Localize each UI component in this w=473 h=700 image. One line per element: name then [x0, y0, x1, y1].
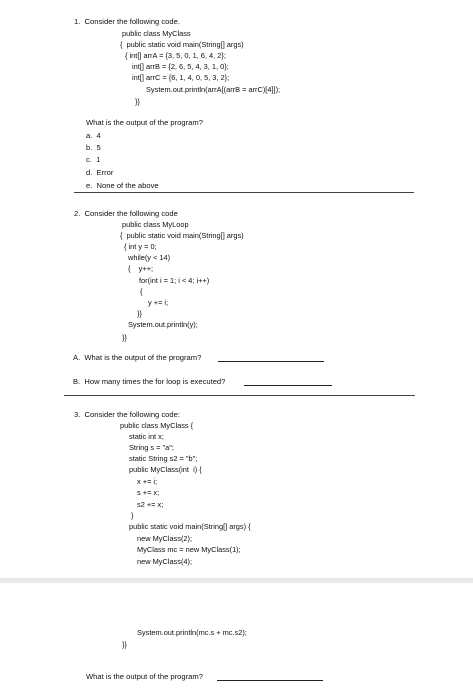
q2-code-line: { y++; — [128, 264, 154, 273]
q1-option: a. 4 — [86, 131, 101, 140]
q1-option: c. 1 — [86, 155, 101, 164]
q3-code-line: String s = "a"; — [129, 443, 174, 452]
q2-code-line: for(int i = 1; i < 4; i++) — [139, 276, 210, 285]
q2-code-line: { int y = 0; — [124, 242, 157, 251]
q1-code-line: { public static void main(String[] args) — [120, 40, 244, 49]
q1-option: b. 5 — [86, 143, 101, 152]
q1-code-line: public class MyClass — [122, 29, 191, 38]
answer-blank — [217, 680, 323, 681]
q2-code-line: public class MyLoop — [122, 220, 189, 229]
answer-blank — [218, 361, 324, 362]
section-divider — [64, 395, 415, 396]
q3-code-line: s2 += x; — [137, 500, 164, 509]
q2-header: 2. Consider the following code — [74, 209, 178, 218]
q3-code-line: }} — [122, 640, 127, 649]
q2-part-b: B. How many times the for loop is executed? — [73, 377, 226, 386]
q1-code-line: int[] arrB = {2, 6, 5, 4, 3, 1, 0}; — [132, 62, 229, 71]
section-divider — [74, 192, 414, 193]
q3-code-line: new MyClass(2); — [137, 534, 193, 543]
q2-part-a: A. What is the output of the program? — [73, 353, 202, 362]
q1-option: d. Error — [86, 168, 114, 177]
q1-code-line: }} — [135, 97, 140, 106]
q3-code-line: new MyClass(4); — [137, 557, 193, 566]
q1-question: What is the output of the program? — [86, 118, 203, 127]
q1-option: e. None of the above — [86, 181, 159, 190]
q2-code-line: { — [140, 287, 143, 296]
q3-code-line: static int x; — [129, 432, 164, 441]
q3-code-line: s += x; — [137, 488, 160, 497]
q3-code-line: public MyClass(int i) { — [129, 465, 202, 474]
answer-blank — [244, 385, 332, 386]
q1-code-line: System.out.println(arrA[(arrB = arrC)[4]]); — [146, 85, 281, 94]
q1-header: 1. Consider the following code. — [74, 17, 180, 26]
q3-code-line: public class MyClass { — [120, 421, 194, 430]
q3-code-line: static String s2 = "b"; — [129, 454, 198, 463]
q1-code-line: int[] arrC = {6, 1, 4, 0, 5, 3, 2}; — [132, 73, 230, 82]
q3-question: What is the output of the program? — [86, 672, 203, 681]
q2-code-line: y += i; — [148, 298, 169, 307]
q2-code-line: while(y < 14) — [128, 253, 171, 262]
q2-code-line: }} — [137, 309, 142, 318]
q3-code-line: System.out.println(mc.s + mc.s2); — [137, 628, 247, 637]
q2-code-line: System.out.println(y); — [128, 320, 198, 329]
q3-code-line: } — [131, 511, 134, 520]
q3-code-line: public static void main(String[] args) { — [129, 522, 251, 531]
q3-code-line: MyClass mc = new MyClass(1); — [137, 545, 241, 554]
document-page-2 — [0, 583, 473, 700]
q2-code-line: }} — [122, 333, 127, 342]
q2-code-line: { public static void main(String[] args) — [120, 231, 244, 240]
q1-code-line: { int[] arrA = {3, 5, 0, 1, 6, 4, 2}; — [125, 51, 226, 60]
q3-header: 3. Consider the following code: — [74, 410, 180, 419]
q3-code-line: x += i; — [137, 477, 158, 486]
